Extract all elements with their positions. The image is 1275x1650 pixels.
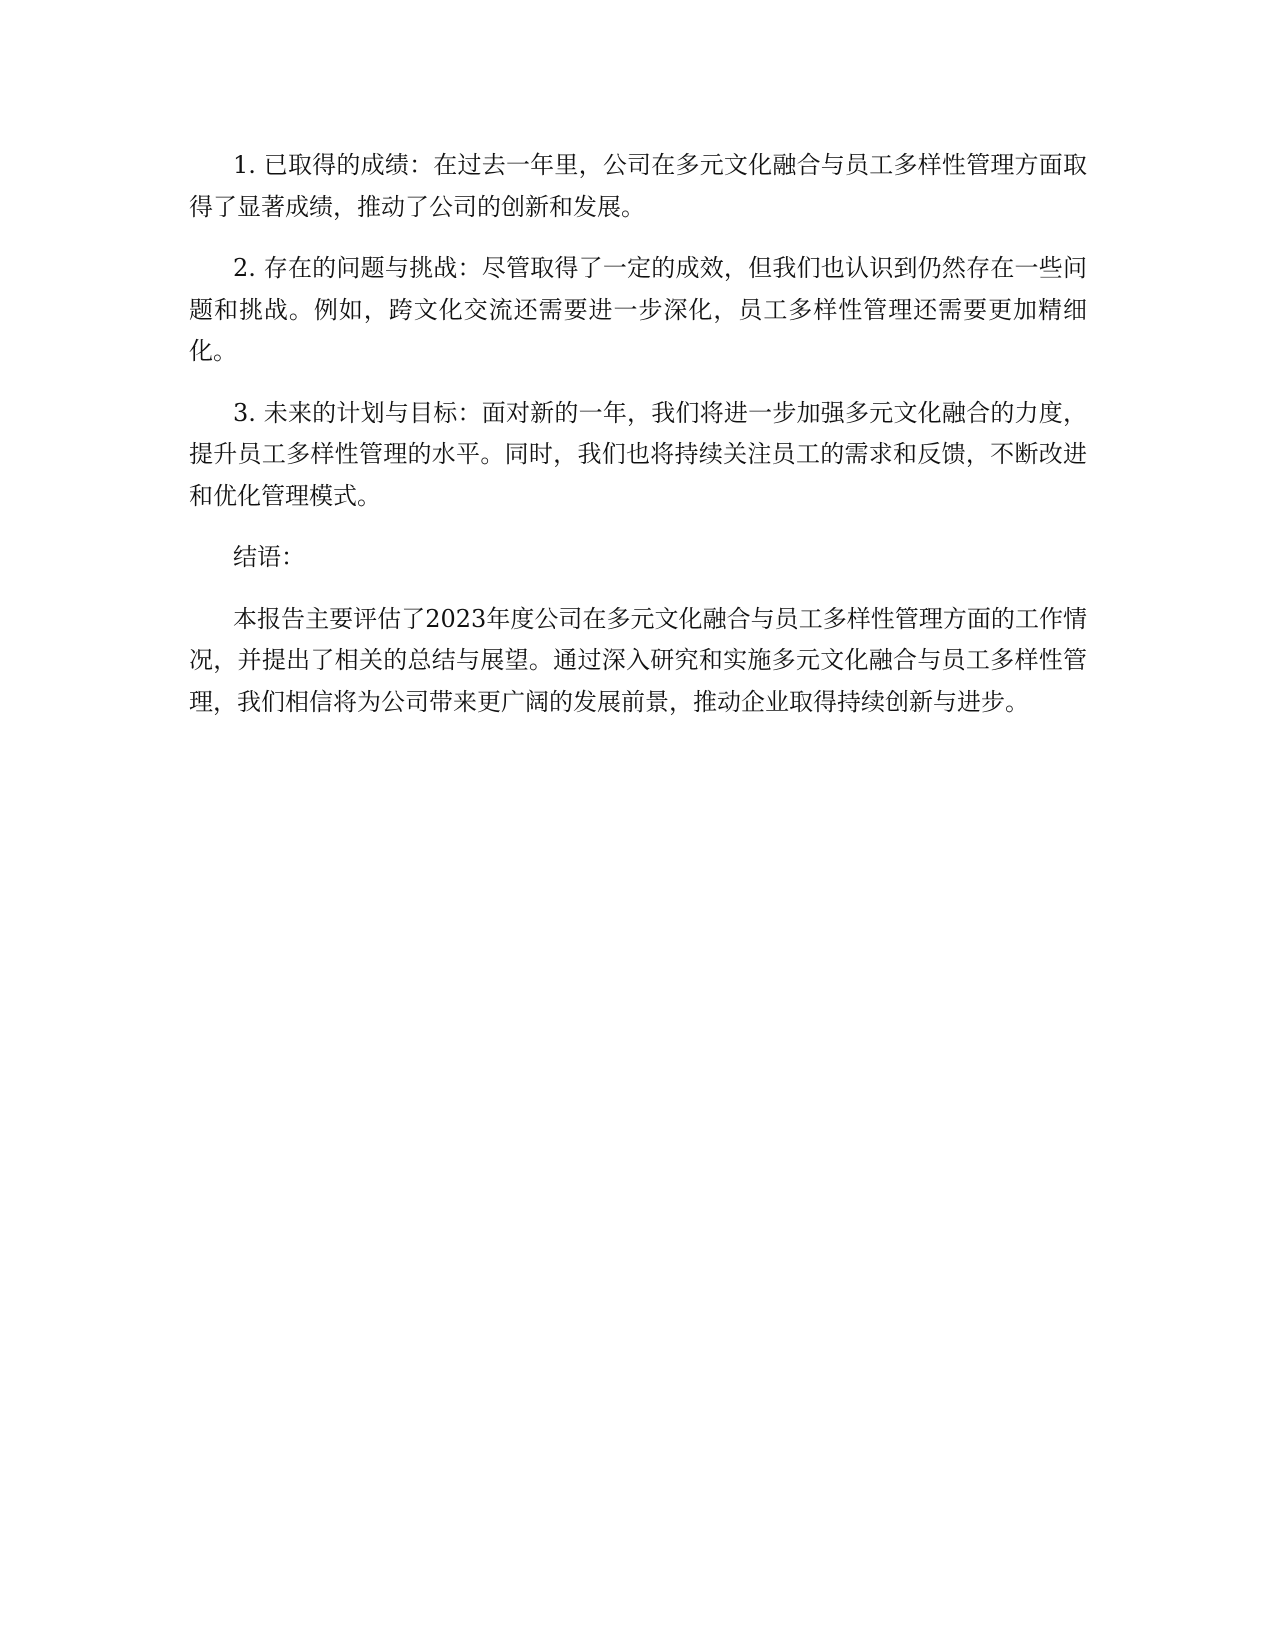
paragraph-achievements: 1. 已取得的成绩：在过去一年里，公司在多元文化融合与员工多样性管理方面取得了显著成绩，推动了公司的创新和发展。 (189, 151, 1087, 221)
conclusion-heading: 结语： (233, 543, 305, 571)
paragraph-future-plans: 3. 未来的计划与目标：面对新的一年，我们将进一步加强多元文化融合的力度，提升员工多样性管理的水平。同时，我们也将持续关注员工的需求和反馈，不断改进和优化管理模式。 (189, 398, 1087, 510)
document-body (189, 145, 1087, 743)
paragraph-challenges: 2. 存在的问题与挑战：尽管取得了一定的成效，但我们也认识到仍然存在一些问题和挑战。例如，跨文化交流还需要进一步深化，员工多样性管理还需要更加精细化。 (189, 254, 1087, 365)
paragraph-conclusion: 本报告主要评估了2023年度公司在多元文化融合与员工多样性管理方面的工作情况，并提出了相关的总结与展望。通过深入研究和实施多元文化融合与员工多样性管理，我们相信将为公司带来更广阔的发展前景，推动企业取得持续创新与进步。 (189, 604, 1087, 716)
